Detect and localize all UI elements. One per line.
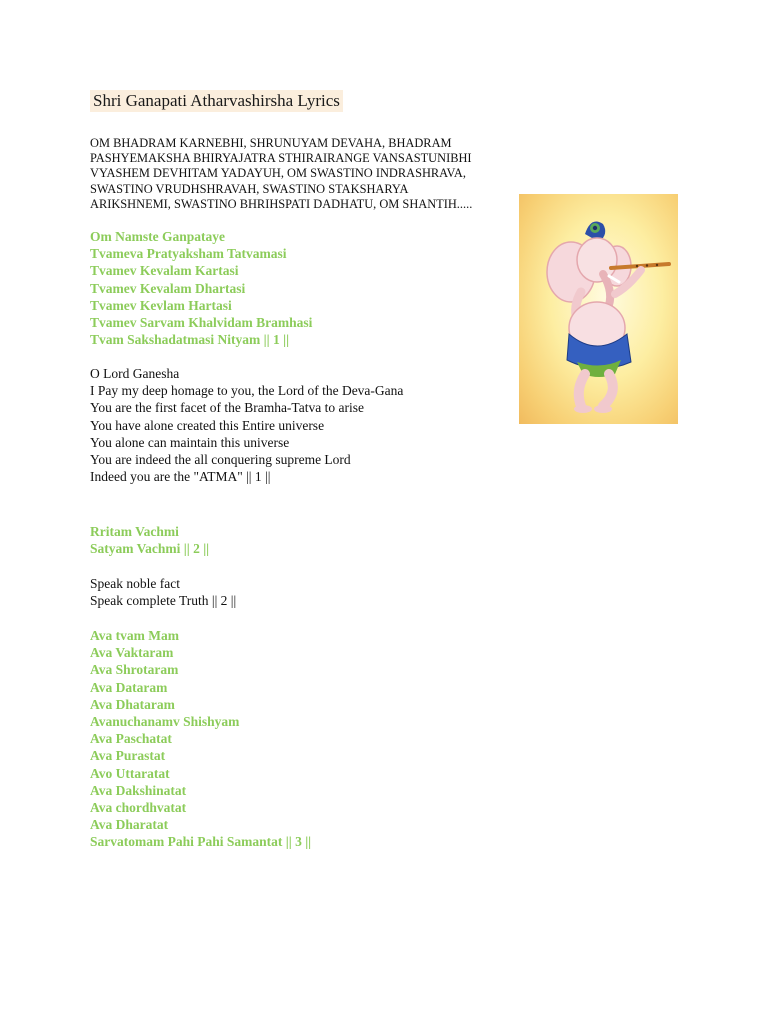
ganesha-flute-drawing (519, 194, 678, 424)
verse-line: Tvamev Kevalam Dhartasi (90, 280, 246, 296)
translation-line: O Lord Ganesha (90, 366, 180, 381)
translation-line: You are indeed the all conquering supreme Lord (90, 452, 351, 468)
verse-line: Ava Dakshinatat (90, 782, 187, 798)
verse-2-translation (90, 575, 236, 609)
verse-line: Tvam Sakshadatmasi Nityam || 1 || (90, 332, 290, 348)
invocation-line: ARIKSHNEMI, SWASTINO BHRIHSPATI DADHATU, OM SHANTIH..... (90, 196, 473, 211)
ganesha-illustration (519, 194, 678, 424)
verse-1-translation (90, 365, 403, 485)
translation-line: You are the first facet of the Bramha-Tatva to arise (90, 400, 364, 416)
verse-line: Ava Shrotaram (90, 662, 179, 678)
verse-line: Tvamev Sarvam Khalvidam Bramhasi (90, 315, 313, 331)
verse-line: Ava Dhataram (90, 696, 175, 712)
verse-line: Ava tvam Mam (90, 628, 179, 643)
translation-line: You alone can maintain this universe (90, 434, 290, 450)
translation-line: You have alone created this Entire universe (90, 417, 325, 433)
translation-line: Speak noble fact (90, 576, 180, 591)
verse-line: Ava Purastat (90, 748, 166, 764)
verse-3-sanskrit (90, 627, 311, 851)
verse-line: Avanuchanamv Shishyam (90, 714, 240, 730)
verse-line: Satyam Vachmi || 2 || (90, 541, 210, 557)
verse-line: Tvamev Kevlam Hartasi (90, 297, 232, 313)
translation-line: Indeed you are the "ATMA" || 1 || (90, 469, 271, 485)
verse-line: Ava Dharatat (90, 817, 169, 833)
translation-line: Speak complete Truth || 2 || (90, 593, 237, 609)
page-title: Shri Ganapati Atharvashirsha Lyrics (90, 90, 343, 112)
verse-line: Tvamev Kevalam Kartasi (90, 263, 239, 279)
verse-line: Ava Paschatat (90, 731, 172, 747)
verse-2-sanskrit (90, 523, 209, 557)
verse-line: Ava chordhvatat (90, 800, 187, 816)
invocation-line: OM BHADRAM KARNEBHI, SHRUNUYAM DEVAHA, BHADRAM (90, 136, 452, 150)
verse-line: Sarvatomam Pahi Pahi Samantat || 3 || (90, 834, 312, 850)
verse-line: Om Namste Ganpataye (90, 229, 225, 244)
translation-line: I Pay my deep homage to you, the Lord of the Deva-Gana (90, 383, 404, 399)
invocation-paragraph (90, 136, 510, 212)
verse-line: Ava Dataram (90, 679, 168, 695)
invocation-line: SWASTINO VRUDHSHRAVAH, SWASTINO STAKSHARYA (90, 181, 409, 196)
verse-line: Avo Uttaratat (90, 765, 170, 781)
verse-line: Tvameva Pratyaksham Tatvamasi (90, 246, 287, 262)
verse-line: Rritam Vachmi (90, 524, 179, 539)
verse-line: Ava Vaktaram (90, 645, 174, 661)
invocation-line: VYASHEM DEVHITAM YADAYUH, OM SWASTINO INDRASHRAVA, (90, 166, 466, 181)
verse-1-sanskrit (90, 228, 312, 348)
invocation-line: PASHYEMAKSHA BHIRYAJATRA STHIRAIRANGE VANSASTUNIBHI (90, 151, 472, 166)
